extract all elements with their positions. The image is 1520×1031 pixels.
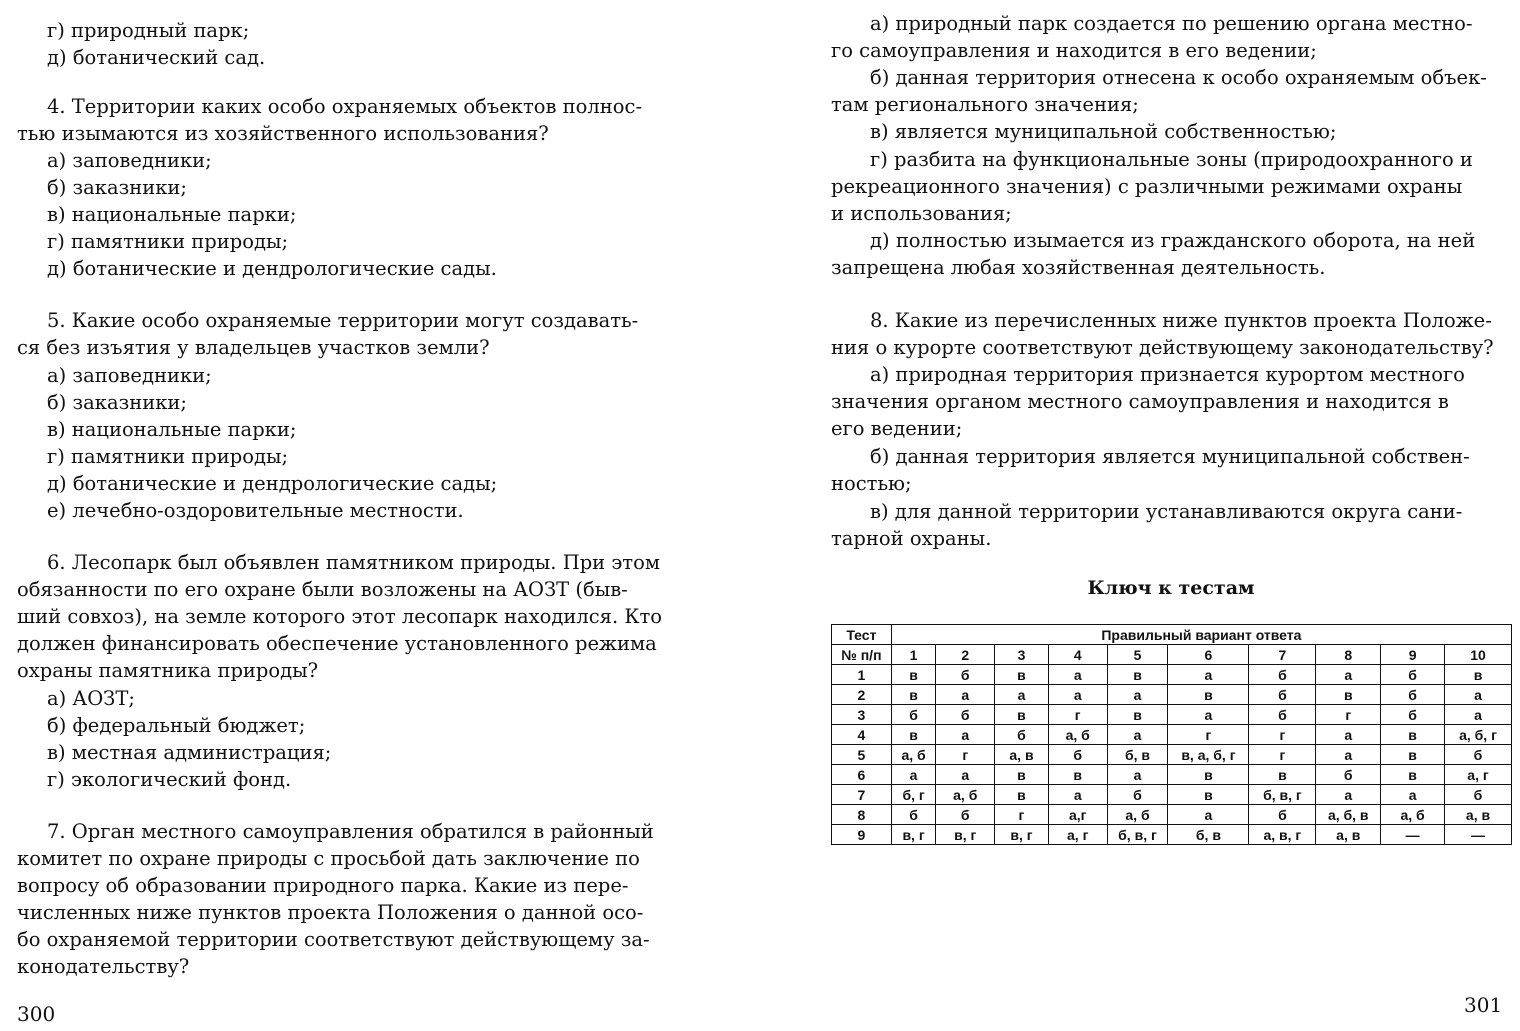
column-header: 3 xyxy=(995,645,1049,665)
answer-cell: б, в xyxy=(1107,745,1168,765)
text-line: запрещена любая хозяйственная деятельность. xyxy=(831,256,1326,279)
answer-cell: а xyxy=(1048,685,1107,705)
answer-cell: б xyxy=(1249,805,1316,825)
text-line: обязанности по его охране были возложены на АОЗТ (быв- xyxy=(17,578,628,601)
answer-cell: а xyxy=(936,725,995,745)
text-line: ния о курорте соответствуют действующему законодательству? xyxy=(831,336,1494,359)
answer-cell: а xyxy=(1107,765,1168,785)
answer-cell: б xyxy=(1381,665,1445,685)
answer-cell: б xyxy=(1249,705,1316,725)
table-row xyxy=(832,765,1512,785)
answer-option: г) разбита на функциональные зоны (природоохранного и xyxy=(870,148,1473,171)
question-6-line: 6. Лесопарк был объявлен памятником природы. При этом xyxy=(47,551,660,574)
header-num: № п/п xyxy=(832,645,892,665)
answer-cell: в xyxy=(1381,725,1445,745)
answer-cell: а, б, в xyxy=(1316,805,1381,825)
answer-cell: в, г xyxy=(995,825,1049,845)
text-line: должен финансировать обеспечение установленного режима xyxy=(17,632,657,655)
answer-cell: в xyxy=(995,705,1049,725)
answer-cell: в xyxy=(1249,765,1316,785)
answer-option: д) ботанические и дендрологические сады; xyxy=(47,472,498,495)
answer-cell: б, г xyxy=(891,785,936,805)
answer-option: д) полностью изымается из гражданского оборота, на ней xyxy=(870,229,1476,252)
answer-cell: в, г xyxy=(891,825,936,845)
answer-cell: б, в xyxy=(1168,825,1249,845)
answer-cell: в xyxy=(1048,765,1107,785)
answer-cell: в xyxy=(1168,785,1249,805)
answer-option: е) лечебно-оздоровительные местности. xyxy=(47,499,464,522)
answer-cell: г xyxy=(1168,725,1249,745)
header-test: Тест xyxy=(832,625,892,645)
answer-cell: в xyxy=(995,785,1049,805)
answer-cell: б xyxy=(1381,685,1445,705)
question-8-line: 8. Какие из перечисленных ниже пунктов проекта Положе- xyxy=(870,309,1492,332)
answer-cell: а xyxy=(936,685,995,705)
question-7-line: 7. Орган местного самоуправления обратился в районный xyxy=(47,820,654,843)
question-5-line: 5. Какие особо охраняемые территории могут создавать- xyxy=(47,309,639,332)
answer-cell: а xyxy=(1048,785,1107,805)
text-line: комитет по охране природы с просьбой дать заключение по xyxy=(17,847,640,870)
answer-option: б) заказники; xyxy=(47,176,188,199)
column-header: 6 xyxy=(1168,645,1249,665)
answer-option: б) заказники; xyxy=(47,391,188,414)
text-line: г) природный парк; xyxy=(47,19,250,42)
answer-cell: а xyxy=(1316,725,1381,745)
answer-cell: а, в xyxy=(995,745,1049,765)
answer-cell: г xyxy=(936,745,995,765)
column-header: 7 xyxy=(1249,645,1316,665)
answer-cell: а xyxy=(1316,785,1381,805)
answer-option: а) заповедники; xyxy=(47,149,212,172)
answer-cell: г xyxy=(1249,745,1316,765)
answer-cell: в xyxy=(1316,685,1381,705)
answer-cell: а, б, г xyxy=(1445,725,1512,745)
row-number-cell: 5 xyxy=(832,745,892,765)
text-line: рекреационного значения) с различными режимами охраны xyxy=(831,175,1463,198)
answer-cell: а, б xyxy=(936,785,995,805)
answer-option: в) национальные парки; xyxy=(47,418,297,441)
answer-cell: а, в xyxy=(1316,825,1381,845)
answer-cell: а xyxy=(891,765,936,785)
answer-cell: а, г xyxy=(1048,825,1107,845)
text-line: там регионального значения; xyxy=(831,93,1139,116)
answer-cell: г xyxy=(995,805,1049,825)
column-header: 9 xyxy=(1381,645,1445,665)
answer-cell: а xyxy=(1168,805,1249,825)
text-line: и использования; xyxy=(831,202,1012,225)
answer-option: а) заповедники; xyxy=(47,364,212,387)
answer-cell: б, в, г xyxy=(1249,785,1316,805)
answer-cell: б xyxy=(1445,785,1512,805)
text-line: го самоуправления и находится в его ведении; xyxy=(831,39,1317,62)
row-number-cell: 2 xyxy=(832,685,892,705)
answer-cell: б xyxy=(1249,665,1316,685)
answer-cell: в xyxy=(995,665,1049,685)
answer-cell: г xyxy=(1316,705,1381,725)
answer-cell: б xyxy=(891,805,936,825)
answer-cell: а xyxy=(1048,665,1107,685)
table-row xyxy=(832,805,1512,825)
text-line: ся без изъятия у владельцев участков земли? xyxy=(17,336,490,359)
answer-option: б) данная территория является муниципальной собствен- xyxy=(870,445,1470,468)
answer-cell: а, в, г xyxy=(1249,825,1316,845)
answer-option: а) АОЗТ; xyxy=(47,687,135,710)
answer-cell: а xyxy=(995,685,1049,705)
answer-cell: а xyxy=(1381,785,1445,805)
column-header: 10 xyxy=(1445,645,1512,665)
answer-cell: а xyxy=(1316,665,1381,685)
text-line: ший совхоз), на земле которого этот лесопарк находился. Кто xyxy=(17,605,662,628)
row-number-cell: 7 xyxy=(832,785,892,805)
answer-cell: в, а, б, г xyxy=(1168,745,1249,765)
answer-option: г) экологический фонд. xyxy=(47,768,292,791)
answer-option: в) является муниципальной собственностью; xyxy=(870,120,1337,143)
answer-cell: б xyxy=(1316,765,1381,785)
answer-cell: б xyxy=(995,725,1049,745)
row-number-cell: 1 xyxy=(832,665,892,685)
answer-cell: в xyxy=(1381,765,1445,785)
key-title: Ключ к тестам xyxy=(1087,577,1255,599)
answer-cell: г xyxy=(1249,725,1316,745)
answer-cell: б xyxy=(1249,685,1316,705)
table-row xyxy=(832,665,1512,685)
answer-cell: а, в xyxy=(1445,805,1512,825)
answer-option: а) природная территория признается курортом местного xyxy=(870,363,1465,386)
answer-cell: в xyxy=(891,685,936,705)
answer-option: в) местная администрация; xyxy=(47,741,332,764)
page-number: 300 xyxy=(17,1002,56,1026)
answer-cell: а xyxy=(1168,705,1249,725)
row-number-cell: 8 xyxy=(832,805,892,825)
answer-cell: — xyxy=(1445,825,1512,845)
answer-cell: а xyxy=(1445,705,1512,725)
answer-cell: в xyxy=(1168,685,1249,705)
table-row xyxy=(832,785,1512,805)
answer-option: в) для данной территории устанавливаются округа сани- xyxy=(870,500,1463,523)
header-answer: Правильный вариант ответа xyxy=(891,625,1511,645)
answer-cell: а xyxy=(1445,685,1512,705)
answer-cell: г xyxy=(1048,705,1107,725)
answer-cell: б xyxy=(936,705,995,725)
page-number: 301 xyxy=(1464,993,1503,1017)
answer-cell: а, б xyxy=(891,745,936,765)
text-line: бо охраняемой территории соответствуют действующему за- xyxy=(17,928,650,951)
answer-key-table xyxy=(831,624,1512,845)
table-row xyxy=(832,825,1512,845)
column-header: 2 xyxy=(936,645,995,665)
answer-option: б) данная территория отнесена к особо охраняемым объек- xyxy=(870,66,1487,89)
text-line: ностью; xyxy=(831,472,912,495)
table-row xyxy=(832,725,1512,745)
answer-cell: а xyxy=(1168,665,1249,685)
row-number-cell: 3 xyxy=(832,705,892,725)
text-line: конодательству? xyxy=(17,955,190,978)
answer-cell: в xyxy=(1445,665,1512,685)
table-row xyxy=(832,705,1512,725)
answer-option: г) памятники природы; xyxy=(47,445,289,468)
answer-cell: в xyxy=(1107,665,1168,685)
answer-cell: б xyxy=(936,665,995,685)
answer-cell: а xyxy=(1107,725,1168,745)
answer-cell: б xyxy=(1445,745,1512,765)
answer-cell: б xyxy=(891,705,936,725)
table-row xyxy=(832,685,1512,705)
answer-cell: б xyxy=(1048,745,1107,765)
answer-option: а) природный парк создается по решению органа местно- xyxy=(870,12,1473,35)
column-header: 4 xyxy=(1048,645,1107,665)
answer-cell: в xyxy=(995,765,1049,785)
answer-cell: в xyxy=(1381,745,1445,765)
answer-cell: в xyxy=(891,725,936,745)
question-4-line: 4. Территории каких особо охраняемых объектов полнос- xyxy=(47,95,643,118)
right-page xyxy=(760,0,1520,1031)
row-number-cell: 6 xyxy=(832,765,892,785)
column-header: 8 xyxy=(1316,645,1381,665)
answer-cell: а,г xyxy=(1048,805,1107,825)
text-line: тарной охраны. xyxy=(831,527,992,550)
answer-cell: а xyxy=(1316,745,1381,765)
answer-cell: — xyxy=(1381,825,1445,845)
text-line: значения органом местного самоуправления и находится в xyxy=(831,390,1449,413)
answer-cell: в xyxy=(1168,765,1249,785)
answer-cell: а, б xyxy=(1048,725,1107,745)
answer-cell: б xyxy=(936,805,995,825)
row-number-cell: 4 xyxy=(832,725,892,745)
answer-cell: а, б xyxy=(1107,805,1168,825)
answer-cell: а xyxy=(936,765,995,785)
row-number-cell: 9 xyxy=(832,825,892,845)
answer-cell: в, г xyxy=(936,825,995,845)
answer-cell: а, г xyxy=(1445,765,1512,785)
answer-cell: а, б xyxy=(1381,805,1445,825)
answer-option: д) ботанические и дендрологические сады. xyxy=(47,257,497,280)
answer-option: г) памятники природы; xyxy=(47,230,289,253)
answer-cell: в xyxy=(891,665,936,685)
text-line: охраны памятника природы? xyxy=(17,659,319,682)
text-line: д) ботанический сад. xyxy=(47,46,266,69)
text-line: его ведении; xyxy=(831,417,963,440)
text-line: вопросу об образовании природного парка. Какие из пере- xyxy=(17,874,629,897)
column-header: 5 xyxy=(1107,645,1168,665)
answer-cell: а xyxy=(1107,685,1168,705)
answer-cell: б, в, г xyxy=(1107,825,1168,845)
answer-cell: в xyxy=(1107,705,1168,725)
text-line: численных ниже пунктов проекта Положения о данной осо- xyxy=(17,901,644,924)
text-line: тью изымаются из хозяйственного использования? xyxy=(17,122,549,145)
table-row xyxy=(832,745,1512,765)
answer-cell: б xyxy=(1107,785,1168,805)
answer-cell: б xyxy=(1381,705,1445,725)
column-header: 1 xyxy=(891,645,936,665)
answer-option: в) национальные парки; xyxy=(47,203,297,226)
answer-option: б) федеральный бюджет; xyxy=(47,714,306,737)
